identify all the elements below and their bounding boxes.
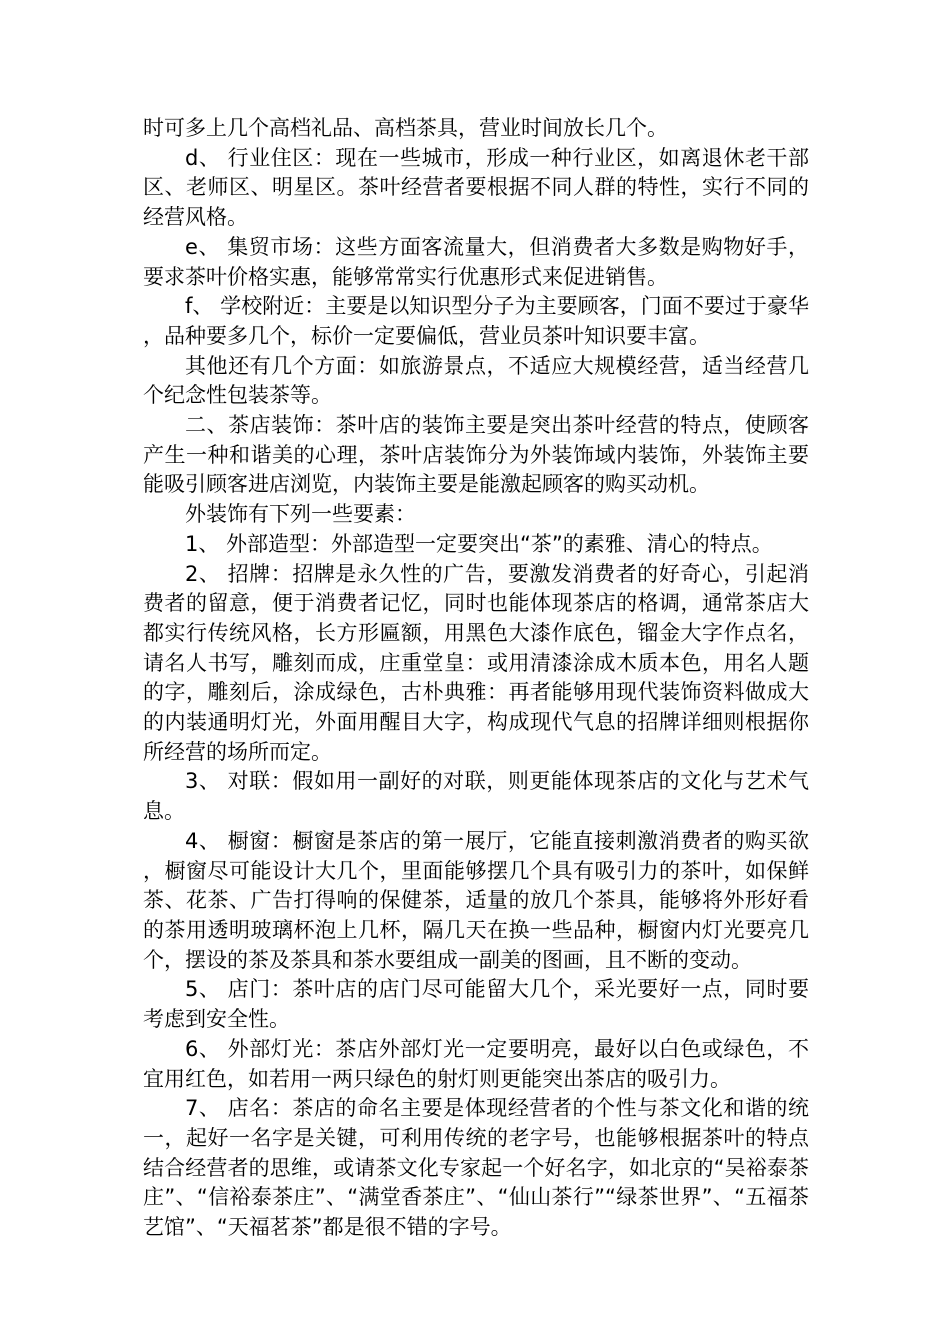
paragraph-exterior-intro: 外装饰有下列一些要素： — [185, 502, 416, 527]
paragraph-section-2: 二、茶店装饰：茶叶店的装饰主要是突出茶叶经营的特点，使顾客产生一种和谐美的心理，茶叶店装饰分为外装饰域内装饰，外装饰主要能吸引顾客进店浏览，内装饰主要是能激起顾客的购买动机。 — [143, 413, 809, 497]
paragraph-continuation: 时可多上几个高档礼品、高档茶具，营业时间放长几个。 — [143, 116, 668, 140]
document-page — [143, 114, 809, 1243]
paragraph-item-5: 5、 店门：茶叶店的店门尽可能留大几个，采光要好一点，同时要考虑到安全性。 — [143, 977, 809, 1032]
paragraph-item-1: 1、 外部造型：外部造型一定要突出“茶”的素雅、清心的特点。 — [185, 531, 773, 556]
paragraph-item-e: e、 集贸市场：这些方面客流量大，但消费者大多数是购物好手，要求茶叶价格实惠，能够常常实行优惠形式来促进销售。 — [143, 234, 809, 289]
paragraph-item-2: 2、 招牌：招牌是永久性的广告，要激发消费者的好奇心，引起消费者的留意，便于消费者记忆，同时也能体现茶店的格调，通常茶店大都实行传统风格，长方形匾额，用黑色大漆作底色，镏金大字作点名，请名人书写，雕刻而成，庄重堂皇：或用清漆涂成木质本色，用名人题的字，雕刻后，涂成绿色，古朴典雅：再者能够用现代装饰资料做成大的内装通明灯光，外面用醒目大字，构成现代气息的招牌详细则根据你所经营的场所而定。 — [143, 561, 809, 764]
paragraph-item-d: d、 行业住区：现在一些城市，形成一种行业区，如离退休老干部区、老师区、明星区。茶叶经营者要根据不同人群的特性，实行不同的经营风格。 — [143, 145, 809, 230]
paragraph-item-7: 7、 店名：茶店的命名主要是体现经营者的个性与茶文化和谐的统一，起好一名字是关键，可利用传统的老字号，也能够根据茶叶的特点结合经营者的思维，或请茶文化专家起一个好名字，如北京的“吴裕泰茶庄”、“信裕泰茶庄”、“满堂香茶庄”、“仙山茶行”“绿茶世界”、“五福茶艺馆”、“天福茗茶”都是很不错的字号。 — [143, 1096, 809, 1240]
paragraph-item-6: 6、 外部灯光：茶店外部灯光一定要明亮，最好以白色或绿色，不宜用红色，如若用一两只绿色的射灯则更能突出茶店的吸引力。 — [143, 1036, 809, 1091]
paragraph-item-f: f、 学校附近：主要是以知识型分子为主要顾客，门面不要过于豪华，品种要多几个，标价一定要偏低，营业员茶叶知识要丰富。 — [143, 294, 809, 348]
paragraph-item-4: 4、 橱窗：橱窗是茶店的第一展厅，它能直接刺激消费者的购买欲，橱窗尽可能设计大几个，里面能够摆几个具有吸引力的茶叶，如保鲜茶、花茶、广告打得响的保健茶，适量的放几个茶具，能够将外形好看的茶用透明玻璃杯泡上几杯，隔几天在换一些品种，橱窗内灯光要亮几个，摆设的茶及茶具和茶水要组成一副美的图画，且不断的变动。 — [143, 828, 809, 972]
paragraph-item-3: 3、 对联：假如用一副好的对联，则更能体现茶店的文化与艺术气息。 — [143, 769, 809, 824]
paragraph-other: 其他还有几个方面：如旅游景点，不适应大规模经营，适当经营几个纪念性包装茶等。 — [143, 353, 809, 408]
